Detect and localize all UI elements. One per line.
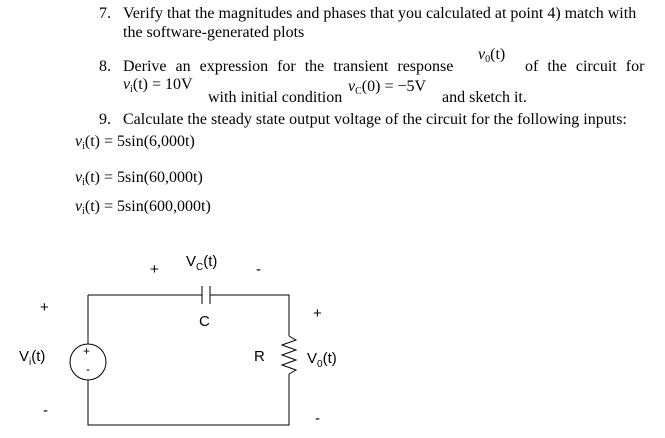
- item-8-text-b: of the circuit for: [525, 58, 645, 75]
- vo-plus-sign: +: [313, 305, 322, 322]
- item-9-number: 9.: [99, 111, 111, 128]
- input-expression: $v_i(t) = 5\sin(60,000t)$: [75, 169, 203, 188]
- item-8-text-c: with initial condition: [208, 89, 343, 106]
- item-7-line2: the software-generated plots: [123, 24, 305, 41]
- vc-initial-expression: $v_C(0) = -5V$: [348, 78, 427, 97]
- vi-plus-sign: +: [40, 299, 49, 316]
- vo-expression: $v_0(t)$: [478, 46, 506, 65]
- vi-initial-expression: $v_i(t) = 10V$: [123, 76, 193, 95]
- resistor-label: R: [254, 348, 265, 365]
- vi-minus-sign: -: [43, 402, 48, 419]
- bottom-wire: [88, 374, 289, 425]
- input-expression: $v_i(t) = 5\sin(6,000t)$: [75, 133, 195, 152]
- vc-plus-sign: +: [150, 261, 159, 278]
- vi-label: $V_i(t)$: [19, 348, 46, 368]
- input-expression: $v_i(t) = 5\sin(600,000t)$: [75, 198, 211, 217]
- item-8-text-a: Derive an expression for the transient response: [123, 58, 454, 75]
- vc-label: $V_C(t)$: [186, 253, 218, 273]
- item-7-line1: Verify that the magnitudes and phases that you calculated at point 4) match with: [123, 5, 637, 22]
- item-7-number: 7.: [99, 5, 111, 22]
- item-9-text: Calculate the steady state output voltage of the circuit for the following inputs:: [123, 111, 627, 128]
- item-8-number: 8.: [99, 58, 111, 75]
- vc-minus-sign: -: [256, 261, 261, 278]
- capacitor-label: C: [199, 313, 210, 330]
- vo-label: $V_0(t)$: [307, 350, 337, 370]
- vo-minus-sign: -: [315, 410, 320, 427]
- top-wire: [88, 295, 289, 336]
- source-minus-sign: -: [86, 362, 90, 376]
- resistor-zigzag: [282, 336, 296, 374]
- source-plus-sign: +: [83, 344, 91, 358]
- item-8-text-d: and sketch it.: [442, 89, 527, 106]
